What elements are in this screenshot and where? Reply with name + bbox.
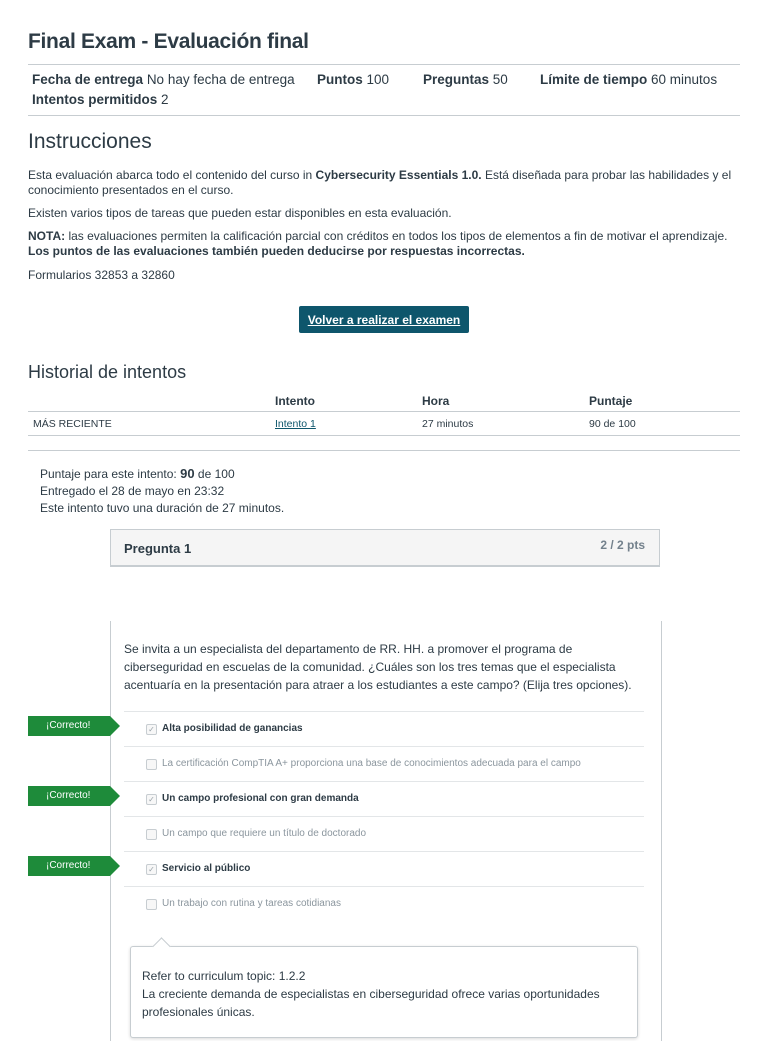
attempt-link[interactable]: Intento 1 — [275, 418, 316, 430]
checkbox-empty-icon[interactable] — [146, 829, 157, 840]
attempt-time: 27 minutos — [422, 418, 474, 430]
divider — [28, 450, 740, 451]
forms-range: Formularios 32853 a 32860 — [28, 268, 175, 282]
due-date: Fecha de entrega No hay fecha de entrega — [32, 72, 295, 87]
answer-option[interactable]: ✓ Alta posibilidad de ganancias — [124, 711, 644, 746]
instructions-paragraph: Existen varios tipos de tareas que pueden estar disponibles en esta evaluación. — [28, 206, 452, 220]
correct-tag: ¡Correcto! — [28, 716, 110, 736]
points: Puntos 100 — [317, 72, 390, 87]
checkbox-empty-icon[interactable] — [146, 759, 157, 770]
table-divider — [28, 435, 740, 436]
correct-tag: ¡Correcto! — [28, 786, 110, 806]
row-label: MÁS RECIENTE — [33, 418, 112, 430]
submitted-date: Entregado el 28 de mayo en 23:32 — [40, 484, 225, 498]
checkbox-empty-icon[interactable] — [146, 899, 157, 910]
attempt-score: 90 de 100 — [589, 418, 636, 430]
question-text: Se invita a un especialista del departamento de RR. HH. a promover el programa de ciberseguridad en escuelas de la comunidad. ¿Cuáles son los tres temas que el especialista acentuaría en la presentación para atraer a los estudiantes a este campo? (Elija tres opciones). — [124, 642, 632, 692]
instructions-heading: Instrucciones — [28, 130, 152, 153]
time-limit: Límite de tiempo 60 minutos — [540, 72, 718, 87]
answer-option[interactable]: La certificación CompTIA A+ proporciona una base de conocimientos adecuada para el campo — [124, 746, 644, 781]
feedback-text: La creciente demanda de especialistas en ciberseguridad ofrece varias oportunidades profesionales únicas. — [142, 987, 600, 1019]
attempt-score-summary: Puntaje para este intento: 90 de 100 — [40, 466, 235, 481]
column-header-time: Hora — [422, 394, 450, 408]
question-header — [110, 529, 660, 567]
allowed-attempts: Intentos permitidos 2 — [32, 92, 169, 107]
answer-option[interactable]: Un trabajo con rutina y tareas cotidianas — [124, 886, 644, 921]
attempt-duration: Este intento tuvo una duración de 27 minutos. — [40, 501, 285, 515]
answer-feedback — [130, 946, 638, 1038]
answer-option[interactable]: ✓ Servicio al público — [124, 851, 644, 886]
question-title: Pregunta 1 — [124, 541, 192, 556]
retake-exam-button[interactable]: Volver a realizar el examen — [299, 306, 469, 333]
instructions-paragraph: Esta evaluación abarca todo el contenido del curso in Cybersecurity Essentials 1.0. Está diseñada para probar las habilidades y el conocimiento presentados en el curso. — [28, 168, 732, 197]
page-title: Final Exam - Evaluación final — [28, 30, 309, 53]
questions-count: Preguntas 50 — [423, 72, 508, 87]
feedback-topic: Refer to curriculum topic: 1.2.2 — [142, 969, 306, 983]
history-heading: Historial de intentos — [28, 362, 187, 382]
divider — [28, 64, 740, 65]
check-icon[interactable]: ✓ — [146, 794, 157, 805]
check-icon[interactable]: ✓ — [146, 864, 157, 875]
column-header-attempt: Intento — [275, 394, 315, 408]
divider — [28, 115, 740, 116]
instructions-note: NOTA: las evaluaciones permiten la calificación parcial con créditos en todos los tipos de elementos a fin de motivar el aprendizaje. Los puntos de las evaluaciones también pueden deducirse por respuestas incorrectas. — [28, 229, 728, 258]
question-points: 2 / 2 pts — [600, 538, 645, 552]
answer-option[interactable]: Un campo que requiere un título de doctorado — [124, 816, 644, 851]
column-header-score: Puntaje — [589, 394, 633, 408]
answer-option[interactable]: ✓ Un campo profesional con gran demanda — [124, 781, 644, 816]
correct-tag: ¡Correcto! — [28, 856, 110, 876]
check-icon[interactable]: ✓ — [146, 724, 157, 735]
